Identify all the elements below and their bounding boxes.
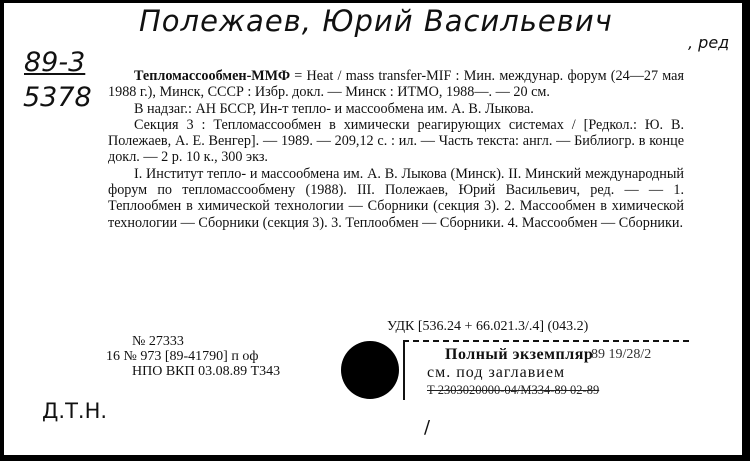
- handwritten-degree: Д.Т.Н.: [42, 399, 108, 423]
- record-paragraph-header-note: В надзаг.: АН БССР, Ин-т тепло- и массообмена им. А. В. Лыкова.: [134, 100, 534, 117]
- catalog-card: [4, 3, 742, 455]
- record-paragraph-tracings: I. Институт тепло- и массообмена им. А. В. Лыкова (Минск). II. Минский международный форум по тепломассообмену (1988). III. Полежаев, Юрий Васильевич, ред. — — 1. Теплообмен в химической технологии — Сборники (секция 3). 2. Массообмен в химической технологии — Сборники (секция 3). 3. Теплообмен — Сборники. 4. Массообмен — Сборники.: [108, 165, 684, 231]
- acquisition-number: 16 № 973 [89-41790] п оф: [106, 349, 259, 364]
- publisher-code: НПО ВКП 03.08.89 Т343: [132, 364, 281, 379]
- record-title-details: = Heat / mass transfer-MIF : Мин. междунар. форум (24—27 мая 1988 г.), Минск, СССР : Избр. докл. — Минск : ИТМО, 1988—. — 20 см.: [108, 68, 684, 101]
- stamp-box: [403, 340, 689, 400]
- handwritten-mark: /: [424, 417, 431, 438]
- punch-hole: [341, 341, 399, 399]
- handwritten-editor-note: , ред: [688, 33, 730, 52]
- record-heading: Тепломассообмен-ММФ: [134, 68, 291, 84]
- stamp-line-full-copy: Полный экземпляр: [445, 346, 594, 363]
- bibliographic-record: [108, 68, 684, 231]
- record-paragraph-section: Секция 3 : Тепломассообмен в химически реагирующих системах / [Редкол.: Ю. В. Полежаев, А. Е. Венгер]. — 1989. — 209,12 с. : ил. — Часть текста: англ. — Библиогр. в конце докл. — 2 р. 10 к., 300 экз.: [108, 116, 684, 166]
- stamp-line-code: Т 2303020000-04/М334-89 02-89: [427, 383, 600, 397]
- handwritten-title: Полежаев, Юрий Васильевич: [139, 4, 613, 38]
- record-paragraph-title: [108, 68, 684, 101]
- udk-classification: УДК [536.24 + 66.021.3/.4] (043.2): [387, 319, 589, 334]
- inventory-number: № 27333: [132, 334, 184, 349]
- call-number-top: 89-3: [24, 47, 86, 78]
- call-number-bottom: 5378: [23, 82, 92, 113]
- stamp-overprint: 89 19/28/2: [591, 347, 652, 362]
- stamp-line-see-title: см. под заглавием: [427, 364, 566, 381]
